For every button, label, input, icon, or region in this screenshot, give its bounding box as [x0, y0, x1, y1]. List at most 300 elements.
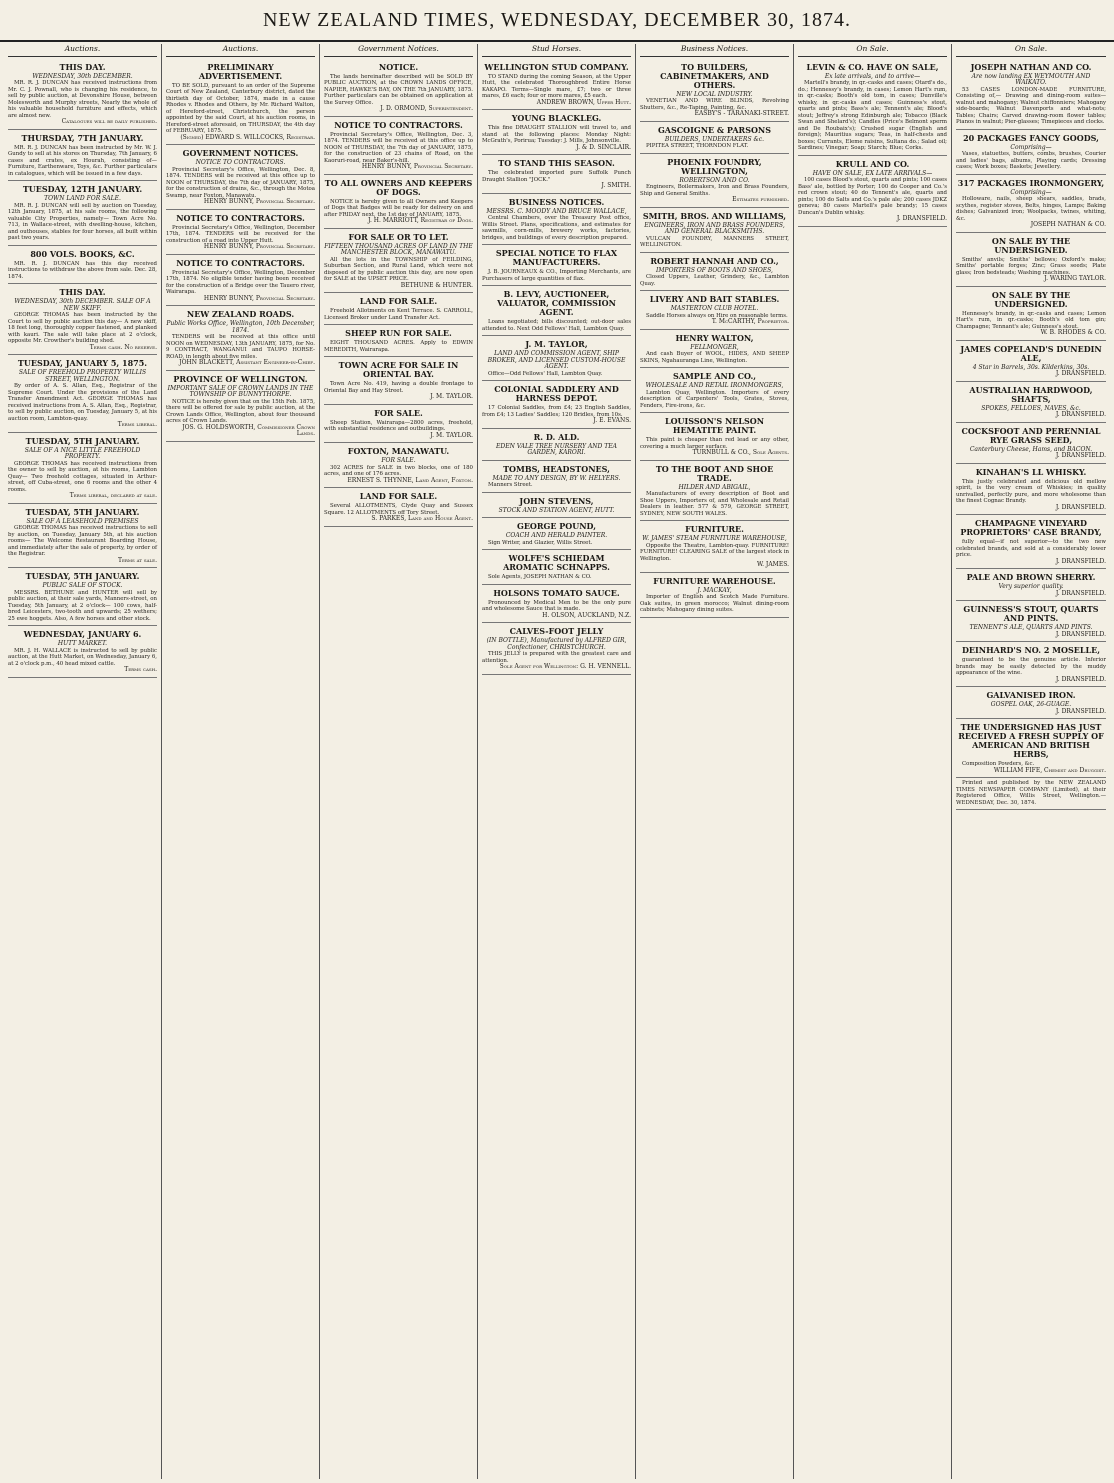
ad-title: LIVERY AND BAIT STABLES.	[649, 294, 780, 304]
ad-signature: BETHUNE & HUNTER.	[400, 281, 473, 289]
ad-body: 100 cases Blood's stout, quarts and pints; 100 cases Bass' ale, bottled by Porter; 100 do Cooper and Co.'s red crown stout; 40 do Tennent's ale, quarts and pints; 100 do Salts and Co.'s pale ale; 200 cases JDKZ geneva; 80 cases Martell's pale brandy; 15 cases Duncan's Dublin whisky.	[798, 177, 947, 216]
ad-body: 53 CASES LONDON-MADE FURNITURE, Consisting of,— Drawing and dining-room suites—walnut and mahogany; Walnut chiffonniers; Mahogany side-boards; Walnut Davenports and what-nots; Tables; Chairs; Carved drawing-room flower tables; Pianos in walnut; Pier-glasses; Timepieces and clocks.	[956, 86, 1106, 125]
ad-body: Provincial Secretary's Office, Wellington, December 17th, 1874. TENDERS will be received for the construction of a road into Upper Hutt.	[166, 224, 315, 244]
ad-body: Hennessy's brandy, in qr.-casks and cases; Lemon Hart's rum, in qr.-casks; Booth's old tom gin; Champagne; Tennant's ale; Guinness's stout.	[956, 310, 1106, 330]
ad-subtitle: MESSRS. C. MOODY AND BRUCE WALLACE,	[486, 207, 627, 215]
ad-title: CALVES-FOOT JELLY	[509, 626, 604, 636]
ad-title: TO BUILDERS, CABINETMAKERS, AND OTHERS.	[660, 61, 769, 90]
ad-body: PIPITEA STREET, THORNDON FLAT.	[646, 143, 749, 149]
ad-title: PHOENIX FOUNDRY, WELLINGTON,	[667, 156, 762, 176]
ad-body: Opposite the Theatre, Lambton-quay. FURNITURE! FURNITURE! CLEARING SALE of the largest stock in Wellington.	[640, 542, 789, 562]
advertisement	[482, 336, 631, 381]
advertisement	[8, 284, 157, 355]
ad-signature: J. E. EVANS.	[593, 417, 631, 424]
ad-title: HENRY WALTON,	[675, 332, 754, 343]
ad-title: TO ALL OWNERS AND KEEPERS OF DOGS.	[324, 177, 473, 197]
ad-body: Loans negotiated; bills discounted; out-door sales attended to. Next Odd Fellows' Hall, Lambton Quay.	[482, 319, 631, 332]
column-heading: On Sale.	[798, 44, 947, 57]
ad-subtitle: MASTERTON CLUB HOTEL.	[670, 305, 759, 312]
ad-body: MR. R. J. DUNCAN has this day received instructions to withdraw the above from sale. Dec. 28, 1874.	[8, 260, 157, 280]
ad-body: This paint is cheaper than red lead or any other, covering a much larger surface.	[640, 437, 789, 450]
advertisement	[166, 210, 315, 255]
ad-body: NOTICE is hereby given that on the 15th Feb. 1875, there will be offered for sale by public auction, at the Crown Lands Office, Wellington, about four thousand acres of Crown Lands.	[166, 398, 315, 424]
ad-body: Smiths' anvils; Smiths' bellows; Oxford's make; Smiths' portable forges; Zinc; Grass seeds; Plate glass; Iron bedsteads; Washing machines.	[956, 256, 1106, 276]
ad-body: MR. R. J. DUNCAN will sell by auction on Tuesday, 12th January, 1875, at his sale rooms, the following valuable City Properties, namely— Town Acre No. 713, in Wallace-street, with dwelling-house, kitchen, and outhouses, stables for four horses, all built within past two years.	[8, 202, 157, 241]
ad-subtitle: SPOKES, FELLOES, NAVES, &c.	[981, 404, 1081, 412]
ad-title: KINAHAN'S LL WHISKY.	[975, 466, 1087, 477]
column-2	[162, 44, 320, 1479]
ad-signature: J. DRANSFIELD.	[1055, 557, 1106, 565]
advertisement	[956, 130, 1106, 175]
advertisement	[640, 253, 789, 292]
advertisement	[956, 382, 1106, 423]
ad-body: Sign Writer, and Glazier, Willis Street.	[488, 539, 593, 546]
column-4	[478, 44, 636, 1479]
ad-title: SAMPLE AND CO.,	[672, 371, 757, 381]
ad-signature: Terms liberal, declared at sale.	[69, 492, 157, 499]
advertisement	[8, 246, 157, 285]
ad-title: SHEEP RUN FOR SALE.	[345, 328, 452, 338]
advertisement	[482, 518, 631, 550]
advertisement	[640, 521, 789, 573]
advertisement	[324, 175, 473, 229]
ad-body: Composition Powders, &c.	[962, 761, 1035, 767]
ad-body: guaranteed to be the genuine article. Inferior brands may be easily detected by the muddy appearance of the wine.	[956, 657, 1106, 676]
advertisement	[640, 208, 789, 253]
ad-title: THIS DAY.	[59, 287, 106, 297]
ad-title: SMITH, BROS. AND WILLIAMS,	[642, 210, 787, 221]
ad-title: DEINHARD'S NO. 2 MOSELLE,	[961, 645, 1101, 655]
advertisement	[956, 423, 1106, 464]
ad-signature: J. DRANSFIELD.	[1055, 452, 1106, 459]
ad-title: NOTICE TO CONTRACTORS.	[176, 212, 305, 223]
ad-subtitle: Comprising—	[1010, 188, 1052, 196]
ad-body: Freehold Allotments on Kent Terrace. S. CARROLL, Licensed Broker under Land Transfer Act.	[324, 308, 473, 321]
ad-body: J. B. JOURNEAUX & CO., Importing Merchants, are Purchasers of large quantities of flax.	[482, 269, 631, 282]
advertisement	[166, 306, 315, 371]
ad-body: Sole Agents, JOSEPH NATHAN & CO.	[488, 574, 592, 580]
advertisement	[324, 357, 473, 405]
ad-title: PROVINCE OF WELLINGTON.	[173, 373, 308, 384]
ad-body: TENDERS will be received at this office until NOON on WEDNESDAY, 13th JANUARY, 1875, for No. 9 CONTRACT, WANGANUI and TAUPO HORSE-ROAD, in length about five miles.	[166, 334, 315, 360]
ad-title: NOTICE TO CONTRACTORS.	[334, 119, 463, 130]
advertisement	[8, 130, 157, 182]
ad-body: Vases, statuettes, butters, combs, brushes, Courier and ladies' bags, albums, Playing cards; Dressing cases; Work boxes; Baskets; Jewellery.	[956, 151, 1106, 170]
ad-signature: TURNBULL & CO., Sole Agents.	[692, 449, 789, 456]
column-heading: Auctions.	[8, 44, 157, 57]
ad-signature: Terms liberal.	[117, 421, 157, 428]
ad-body: GEORGE THOMAS has received instructions to sell by auction, on Tuesday, January 5th, at his auction rooms— The Welcome Restaurant Boarding House, and immediately after the sale of property, by order of the Registrar.	[8, 525, 157, 557]
ad-body: MR. R. J. DUNCAN has received instructions from Mr. C. J. Pownall, who is changing his residence, to sell by public auction, at Devonshire House, between Molesworth and Murphy streets, Nearly the whole of his valuable household furniture and effects, which are almost new.	[8, 80, 157, 119]
ad-subtitle: FOR SALE.	[381, 457, 416, 464]
ad-body: NOTICE is hereby given to all Owners and Keepers of Dogs that Badges will be ready for delivery on and after FRIDAY next, the 1st day of JANUARY, 1875.	[324, 198, 473, 218]
advertisement	[482, 493, 631, 519]
ad-signature: W. B. RHODES & CO.	[1040, 329, 1106, 336]
ad-title: TOWN ACRE FOR SALE IN ORIENTAL BAY.	[338, 360, 459, 379]
advertisement	[956, 287, 1106, 341]
ad-signature: HENRY BUNNY, Provincial Secretary.	[203, 198, 315, 205]
advertisement	[956, 719, 1106, 778]
ad-subtitle: NEW LOCAL INDUSTRY.	[676, 90, 753, 98]
advertisement	[640, 413, 789, 461]
advertisement	[956, 464, 1106, 516]
advertisement	[482, 381, 631, 429]
ad-subtitle: ROBERTSON AND CO.	[679, 176, 750, 184]
ad-title: LAND FOR SALE.	[359, 491, 438, 501]
ad-title: COLONIAL SADDLERY AND HARNESS DEPOT.	[494, 384, 619, 403]
ad-body: Provincial Secretary's Office, Wellington, Dec. 3, 1874. TENDERS will be received at this office up to NOON of THURSDAY, the 7th day of JANUARY, 1875, for the construction of 23 chains of Road, on the Kaoruri-road, near Baker's-hill.	[324, 131, 473, 164]
ad-signature: W. JAMES.	[757, 561, 789, 568]
ad-signature: Terms at sale.	[117, 556, 157, 564]
advertisement	[8, 504, 157, 569]
ad-subtitle: HUTT MARKET.	[57, 640, 108, 647]
ad-title: NOTICE TO CONTRACTORS.	[176, 257, 305, 268]
ad-title: LAND FOR SALE.	[359, 296, 438, 306]
ad-body: THIS JELLY is prepared with the greatest care and attention.	[482, 651, 631, 664]
ad-subtitle: ENGINEERS, IRON AND BRASS FOUNDERS, AND GENERAL BLACKSMITHS.	[644, 221, 785, 235]
ad-body: Lambton Quay, Wellington. Importers of every description of Carpenters' Tools, Grates, Stoves, Fenders, Fire-irons, &c.	[640, 389, 789, 409]
ad-signature: J. DRANSFIELD.	[1055, 589, 1106, 597]
ad-signature: WILLIAM FIFE, Chemist and Druggist.	[993, 766, 1106, 774]
ad-subtitle: SALE OF A LEASEHOLD PREMISES	[26, 517, 139, 525]
ad-signature: J. M. TAYLOR.	[430, 431, 473, 439]
advertisement	[956, 687, 1106, 719]
ad-signature: J. & D. SINCLAIR.	[576, 143, 631, 151]
ad-body: The lands hereinafter described will be SOLD BY PUBLIC AUCTION, at the CROWN LANDS OFFICE, NAPIER, HAWKE'S BAY, ON THE 7th JANUARY, 1875. Further particulars can be obtained on application at the Survey Office.	[324, 73, 473, 106]
ad-body: GEORGE THOMAS has been instructed by the Court to sell by public auction this day— A new skiff, 18 feet long, thoroughly copper fastened, and planked with kauri. The sale will take place at 2 o'clock, opposite Mr. Crowther's building shed.	[8, 312, 157, 344]
column-6	[794, 44, 952, 1479]
ad-title: FOR SALE.	[374, 407, 423, 418]
column-1	[4, 44, 162, 1479]
ad-subtitle: FIFTEEN THOUSAND ACRES OF LAND IN THE MANCHESTER BLOCK, MANAWATU.	[324, 242, 473, 256]
ad-subtitle: HILDER AND ABIGAIL,	[678, 483, 751, 491]
ad-subtitle: BUILDERS, UNDERTAKERS &c.	[664, 135, 765, 143]
ad-subtitle: SALE OF A NICE LITTLE FREEHOLD PROPERTY.	[24, 446, 141, 460]
ad-subtitle: Very superior quality.	[998, 583, 1064, 590]
advertisement	[956, 233, 1106, 287]
ad-signature: J. DRANSFIELD.	[1055, 707, 1106, 715]
ad-title: TUESDAY, 5TH JANUARY.	[25, 571, 140, 581]
advertisement	[956, 569, 1106, 601]
ad-subtitle: 4 Star in Barrels, 30s. Kilderkins, 30s.	[972, 363, 1090, 371]
ad-signature: JOSEPH NATHAN & CO.	[1030, 221, 1106, 228]
ad-title: PALE AND BROWN SHERRY.	[966, 572, 1096, 582]
ad-subtitle: MADE TO ANY DESIGN, BY W. HELYERS.	[492, 474, 621, 482]
ad-title: TOMBS, HEADSTONES,	[503, 463, 610, 474]
ad-signature: J. DRANSFIELD.	[896, 215, 947, 222]
ad-signature: J. DRANSFIELD.	[1055, 503, 1106, 511]
advertisement	[640, 368, 789, 413]
ad-title: ROBERT HANNAH AND CO.,	[650, 255, 779, 266]
ad-subtitle: Comprising—	[1010, 143, 1052, 151]
ad-title: 317 PACKAGES IRONMONGERY,	[957, 177, 1105, 188]
advertisement	[482, 429, 631, 461]
ad-body: 17 Colonial Saddles, from £4; 23 English Saddles, from £4; 13 Ladies' Saddles; 120 Bridles, from 10s.	[482, 405, 631, 418]
ad-signature: J. DRANSFIELD.	[1055, 630, 1106, 638]
advertisement	[798, 59, 947, 156]
ad-subtitle: IMPORTANT SALE OF CROWN LANDS IN THE TOWNSHIP OF BUNNYTHORPE.	[167, 384, 314, 398]
advertisement	[324, 229, 473, 294]
advertisement	[324, 443, 473, 488]
ad-body: MESSRS. BETHUNE and HUNTER will sell by public auction, at their sale yards, Manners-street, on Tuesday, 5th January, at 2 o'clock— 100 cows, half-bred Leicesters, two-tooth and upwards; 25 wethers; 25 ewe hoggets. Also, A few horses and other stock.	[8, 589, 157, 622]
ad-title: GOVERNMENT NOTICES.	[182, 148, 299, 158]
ad-title: R. D. ALD.	[533, 431, 580, 442]
ad-body: MR. R. J. DUNCAN has been instructed by Mr. W. J. Gundy to sell at his stores on Thursday, 7th January, 6 cases and crates, ex Hourah, consisting of— Furniture, Earthenware, Toys, &c. Further particulars in catalogues, which will be issued in a few days.	[8, 144, 157, 177]
ad-body: fully equal—if not superior—to the two new celebrated brands, and sold at a considerably lower price.	[956, 539, 1106, 558]
ad-title: FURNITURE WAREHOUSE.	[653, 575, 776, 586]
ad-title: WELLINGTON STUD COMPANY.	[484, 61, 629, 72]
ad-body: All the lots in the TOWNSHIP of FEILDING, Suburban Section, and Rural Land, which were not disposed of by public auction this day, are now open for SALE at the UPSET PRICE.	[324, 256, 473, 282]
ad-body: Provincial Secretary's Office, Wellington, Dec. 8, 1874. TENDERS will be received at this office up to NOON of THURSDAY, the 7th day of JANUARY, 1875, for the construction of drains, &c., through the Motoa Swamp, near Foxton, Manawatu.	[166, 166, 315, 199]
ad-title: PRELIMINARY ADVERTISEMENT.	[198, 61, 283, 81]
ad-title: KRULL AND CO.	[835, 158, 910, 169]
column-5	[636, 44, 794, 1479]
advertisement	[956, 642, 1106, 687]
ad-signature: Catalogues will be daily published.	[61, 118, 157, 125]
ad-signature: HENRY BUNNY, Provincial Secretary.	[361, 163, 473, 170]
ad-subtitle: EDEN VALE TREE NURSERY AND TEA GARDEN, KARORI.	[496, 442, 617, 456]
ad-signature: ANDREW BROWN, Upper Hutt.	[536, 98, 631, 106]
ad-body: Martell's brandy, in qr.-casks and cases; Otard's do., do.; Hennessy's brandy, in cases; Lemon Hart's rum, in qr.-casks; Booth's old tom, in cases; Dunville's whisky, in qr.-casks and cases; Guinness's stout, quarts and pints; Bass's ale; Tennent's ale; Blood's stout; Jeffrey's strong Edinburgh ale; Tobacco (Black Swan and Shelard's); Candles (Price's Belmont sperm and De Roubaix's); Crushed sugar (English and foreign); Mauritius sugars; Teas, in half-chests and boxes; Currants, Eleme raisins, Sultana do.; Salad oil; Sardines; Vinegar; Soap; Starch; Blue; Corks.	[798, 80, 947, 151]
advertisement	[640, 154, 789, 208]
ad-title: COCKSFOOT AND PERENNIAL RYE GRASS SEED,	[961, 425, 1101, 445]
advertisement	[640, 59, 789, 122]
advertisement	[166, 59, 315, 146]
ad-signature: J. M. TAYLOR.	[430, 393, 473, 400]
advertisement	[324, 325, 473, 357]
ad-body: By order of A. S. Allan, Esq., Registrar of the Supreme Court. Under the provisions of the Land Transfer Amendment Act. GEORGE THOMAS has received instructions from A. S. Allan, Esq., Registrar, to sell by public auction, on Tuesday, January 5, at his auction room, Lambton-quay.	[8, 383, 157, 422]
advertisement	[956, 601, 1106, 642]
ad-title: THIS DAY.	[59, 61, 106, 72]
ad-signature: S. PARKES, Land and House Agent.	[371, 515, 473, 522]
ad-signature: Terms cash.	[124, 666, 157, 673]
ad-signature: J. H. MARRIOTT, Registrar of Dogs.	[368, 217, 473, 224]
ad-signature: J. DRANSFIELD.	[1055, 370, 1106, 377]
ad-signature: J. DRANSFIELD.	[1055, 411, 1106, 418]
ad-body: Saddle Horses always on Hire on reasonable terms.	[646, 312, 788, 319]
advertisement	[324, 117, 473, 175]
ad-body: Importer of English and Scotch Made Furniture. Oak suites, in green morocco; Walnut dining-room cabinets; Mahogany dining suites.	[640, 594, 789, 613]
ad-signature: HENRY BUNNY, Provincial Secretary.	[203, 243, 315, 250]
ad-body: Holloware, nails, sheep shears, saddles, brads, scythes, register stoves, Belts, hinges, Lamps; Baking dishes; Galvanized iron; Woolpacks, twines, whiting, &c.	[956, 196, 1106, 222]
ad-body: TO BE SOLD, pursuant to an order of the Supreme Court of New Zealand, Canterbury district, dated the thirtieth day of October, 1874, made in a cause Rhodes v. Rhodes and Others, by Mr. Richard Walton, of Hereford-street, Christchurch, the person appointed by the said Court, at his auction rooms, in Hereford-street aforesaid, on THURSDAY, the 4th day of FEBRUARY, 1875.	[166, 82, 315, 134]
ad-signature: JOHN BLACKETT, Assistant Engineer-in-Chief.	[179, 359, 315, 366]
ad-title: LEVIN & CO. HAVE ON SALE,	[806, 61, 939, 72]
ad-title: GALVANISED IRON.	[986, 690, 1076, 700]
ad-body: Closed Uppers, Leather, Grindery, &c., Lambton Quay.	[640, 274, 789, 287]
advertisement	[482, 286, 631, 336]
ad-title: YOUNG BLACKLEG.	[511, 113, 602, 123]
column-heading: Stud Horses.	[482, 44, 631, 57]
ad-subtitle: GOSPEL OAK, 26-GUAGE.	[990, 701, 1072, 708]
advertisement	[640, 291, 789, 330]
ad-body: Manufacturers of every description of Boot and Shoe Uppers, Importers of, and Wholesale and Retail Dealers in leather. 577 & 579, GEORGE STREET, SYDNEY, NEW SOUTH WALES.	[640, 491, 789, 517]
advertisement	[8, 355, 157, 433]
ad-title: B. LEVY, AUCTIONEER, VALUATOR, COMMISSION AGENT.	[497, 289, 616, 317]
ad-body: VULCAN FOUNDRY, MANNERS STREET, WELLINGTON.	[640, 235, 789, 248]
ad-title: HOLSONS TOMATO SAUCE.	[493, 587, 620, 598]
ad-signature: J. D. ORMOND, Superintendent.	[380, 105, 473, 112]
ad-subtitle: J. MACKAY,	[697, 586, 732, 594]
ad-title: TO STAND THIS SEASON.	[498, 158, 615, 168]
advertisement	[956, 778, 1106, 810]
ad-title: AUSTRALIAN HARDWOOD, SHAFTS,	[969, 384, 1093, 404]
ad-body: Pronounced by Medical Men to be the only pure and wholesome Sauce that is made.	[482, 599, 631, 612]
ad-signature: J. SMITH.	[601, 182, 631, 189]
ad-subtitle: TENNENT'S ALE, QUARTS AND PINTS.	[969, 624, 1093, 631]
newspaper-columns	[4, 44, 1110, 1479]
advertisement	[640, 122, 789, 154]
ad-signature: H. OLSON, AUCKLAND, N.Z.	[542, 611, 631, 619]
ad-body: Central Chambers, over the Treasury Post office, Willis Street. Plans, specifications, and estimates for sawmills, corn-mills, brewery works, factories, bridges, and buildings of every description prepared.	[482, 215, 631, 241]
ad-subtitle: WHOLESALE AND RETAIL IRONMONGERS,	[645, 382, 784, 389]
ad-title: GUINNESS'S STOUT, QUARTS AND PINTS.	[963, 604, 1099, 623]
ad-title: JOSEPH NATHAN AND CO.	[970, 61, 1092, 72]
ad-signature: EASBY'S - TARANAKI-STREET.	[694, 110, 789, 117]
ad-body: 302 ACRES for SALE in two blocks, one of 180 acres, and one of 176 acres.	[324, 464, 473, 477]
ad-signature: J. WARING TAYLOR.	[1044, 275, 1106, 282]
ad-title: GEORGE POUND,	[517, 521, 596, 531]
ad-title: THE UNDERSIGNED HAS JUST RECEIVED A FRESH SUPPLY OF AMERICAN AND BRITISH HERBS,	[958, 722, 1104, 759]
ad-subtitle: Public Works Office, Wellington, 10th December, 1874.	[166, 320, 315, 334]
ad-title: TUESDAY, 5TH JANUARY.	[25, 435, 140, 446]
ad-subtitle: HAVE ON SALE, EX LATE ARRIVALS—	[812, 169, 933, 177]
ad-body: TO STAND during the coming Season, at the Upper Hutt, the celebrated Thoroughbred Entire Horse KAKAPO. Terms—Single mare, £7; two or three mares, £6 each; four or more mares, £5 each.	[482, 73, 631, 99]
ad-body: And cash Buyer of WOOL, HIDES, AND SHEEP SKINS, Ngahauranga Line, Wellington.	[640, 351, 789, 364]
advertisement	[482, 461, 631, 493]
ad-signature: HENRY BUNNY, Provincial Secretary.	[203, 294, 315, 302]
column-heading: Auctions.	[166, 44, 315, 57]
advertisement	[482, 550, 631, 585]
ad-body: EIGHT THOUSAND ACRES. Apply to EDWIN MEREDITH, Wairarapa.	[324, 340, 473, 353]
advertisement	[324, 405, 473, 444]
ad-body: Several ALLOTMENTS, Clyde Quay and Sussex Square. 12 ALLOTMENTS off Tory Street.	[324, 503, 473, 516]
ad-subtitle: COACH AND HERALD PAINTER.	[505, 532, 608, 539]
ad-body: Manners Street.	[488, 482, 533, 488]
ad-body: This justly celebrated and delicious old mellow spirit, is the very cream of Whiskies; in quality unrivalled, perfectly pure, and more wholesome than the finest Cognac Brandy.	[956, 478, 1106, 504]
ad-body: GEORGE THOMAS has received instructions from the owner to sell by auction, at his rooms, Lambton Quay— Two freehold cottages, situated in Arthur-street, off Cuba-street, one 6 rooms and the other 4 rooms.	[8, 460, 157, 493]
masthead-title: NEW ZEALAND TIMES, WEDNESDAY, DECEMBER 30, 1874.	[0, 0, 1114, 42]
ad-subtitle: W. JAMES' STEAM FURNITURE WAREHOUSE,	[642, 535, 787, 542]
advertisement	[8, 181, 157, 246]
ad-body: Provincial Secretary's Office, Wellington, December 17th, 1874. No eligible tender having been received for the construction of a Bridge over the Tauero river, Wairarapa.	[166, 269, 315, 295]
ad-signature: JOS. G. HOLDSWORTH, Commissioner Crown Lands.	[182, 423, 315, 437]
advertisement	[640, 461, 789, 522]
ad-title: WOLFE'S SCHIEDAM AROMATIC SCHNAPPS.	[503, 553, 610, 572]
advertisement	[166, 371, 315, 442]
ad-signature: (Signed) EDWARD S. WILLCOCKS, Registrar.	[180, 133, 315, 141]
ad-body: Printed and published by the NEW ZEALAND TIMES NEWSPAPER COMPANY (Limited), at their Registered Office, Willis Street, Wellington.—WEDNESDAY, Dec. 30, 1874.	[956, 780, 1106, 806]
advertisement	[956, 59, 1106, 130]
advertisement	[640, 330, 789, 369]
advertisement	[482, 245, 631, 286]
ad-subtitle: LAND AND COMMISSION AGENT, SHIP BROKER, AND LICENSED CUSTOM-HOUSE AGENT.	[487, 350, 626, 370]
column-heading: Business Notices.	[640, 44, 789, 57]
ad-title: 20 PACKAGES FANCY GOODS,	[963, 132, 1099, 143]
advertisement	[8, 626, 157, 678]
ad-title: SPECIAL NOTICE TO FLAX MANUFACTURERS.	[495, 248, 618, 267]
ad-title: TUESDAY, 12TH JANUARY.	[22, 184, 143, 194]
ad-subtitle: (IN BOTTLE), Manufactured by ALFRED GIR, Confectioner, CHRISTCHURCH.	[486, 637, 627, 651]
ad-title: ON SALE BY THE UNDERSIGNED.	[991, 235, 1071, 255]
ad-signature: J. DRANSFIELD.	[1055, 675, 1106, 683]
advertisement	[482, 585, 631, 624]
advertisement	[640, 573, 789, 618]
ad-body: Engineers, Boilermakers, Iron and Brass Founders, Ship and General Smiths.	[640, 184, 789, 197]
column-heading: On Sale.	[956, 44, 1106, 57]
ad-signature: T. McCARTHY, Proprietor.	[711, 318, 789, 325]
ad-title: 800 VOLS. BOOKS, &C.	[30, 248, 135, 259]
ad-signature: Terms cash. No reserve.	[89, 343, 157, 351]
ad-title: WEDNESDAY, JANUARY 6.	[23, 629, 142, 639]
advertisement	[956, 515, 1106, 569]
ad-signature: Estimates furnished.	[732, 196, 789, 203]
ad-title: BUSINESS NOTICES.	[508, 196, 605, 207]
ad-body: VENETIAN AND WIRE BLINDS, Revolving Shutters, &c., Re-Taping, Painting, &c.	[640, 98, 789, 111]
ad-body: MR. J. H. WALLACE is instructed to sell by public auction, at the Hutt Market, on Wednesday, January 6, at 2 o'clock p.m., 40 head mixed cattle.	[8, 647, 157, 667]
ad-title: GASCOIGNE & PARSONS	[657, 124, 772, 135]
ad-subtitle: TOWN LAND FOR SALE.	[44, 195, 121, 202]
ad-title: NOTICE.	[378, 61, 419, 72]
ad-title: CHAMPAGNE VINEYARD PROPRIETORS' CASE BRANDY,	[960, 518, 1102, 537]
advertisement	[324, 293, 473, 325]
advertisement	[8, 568, 157, 626]
ad-title: ON SALE BY THE UNDERSIGNED.	[991, 289, 1071, 309]
advertisement	[166, 145, 315, 210]
ad-body: Town Acre No. 419, having a double frontage to Oriental Bay and Hay Street.	[324, 381, 473, 394]
ad-title: TUESDAY, JANUARY 5, 1875.	[17, 358, 148, 368]
ad-body: The celebrated imported pure Suffolk Punch Draught Stallion "JOCK."	[482, 170, 631, 183]
ad-subtitle: SALE OF FREEHOLD PROPERTY WILLIS STREET, WELLINGTON.	[18, 369, 147, 383]
advertisement	[798, 156, 947, 227]
ad-title: FURNITURE.	[685, 524, 744, 534]
ad-title: J. M. TAYLOR,	[525, 339, 588, 349]
ad-subtitle: Canterbury Cheese, Hams, and BACON.	[969, 445, 1093, 453]
column-3	[320, 44, 478, 1479]
ad-title: TUESDAY, 5TH JANUARY.	[25, 506, 140, 517]
ad-subtitle: Are now landing EX WEYMOUTH AND WAIKATO.	[971, 72, 1091, 86]
advertisement	[482, 194, 631, 246]
advertisement	[482, 155, 631, 194]
ad-signature: ERNEST S. THYNNE, Land Agent, Foxton.	[347, 476, 473, 484]
advertisement	[8, 433, 157, 504]
ad-title: TO THE BOOT AND SHOE TRADE.	[655, 463, 774, 483]
ad-title: FOR SALE OR TO LET.	[348, 231, 449, 242]
advertisement	[956, 175, 1106, 233]
ad-body: This fine DRAUGHT STALLION will travel to, and stand at the following places: Monday Night: McGrath's, Porirua; Tuesday: J. Mills, Johnsonville.	[482, 125, 631, 144]
ad-subtitle: WEDNESDAY, 30th DECEMBER.	[32, 72, 133, 80]
ad-subtitle: NOTICE TO CONTRACTORS.	[195, 159, 286, 166]
ad-title: JOHN STEVENS,	[519, 495, 594, 506]
column-7	[952, 44, 1110, 1479]
column-heading: Government Notices.	[324, 44, 473, 57]
advertisement	[482, 59, 631, 111]
ad-subtitle: STOCK AND STATION AGENT, HUTT.	[498, 506, 615, 514]
advertisement	[324, 59, 473, 117]
advertisement	[956, 341, 1106, 382]
advertisement	[324, 488, 473, 527]
ad-body: Sheep Station, Wairarapa—2800 acres, freehold, with substantial residence and outbuildings.	[324, 419, 473, 432]
advertisement	[482, 110, 631, 155]
ad-subtitle: Ex late arrivals, and to arrive—	[824, 72, 921, 80]
ad-subtitle: FELLMONGER,	[690, 343, 739, 351]
ad-subtitle: IMPORTERS OF BOOTS AND SHOES,	[656, 266, 773, 274]
ad-title: THURSDAY, 7TH JANUARY.	[21, 132, 144, 143]
ad-subtitle: PUBLIC SALE OF STOCK.	[42, 582, 123, 589]
advertisement	[166, 255, 315, 307]
ad-title: LOUISSON'S NELSON HEMATITE PAINT.	[664, 416, 765, 435]
ad-body: Office—Odd Fellows' Hall, Lambton Quay.	[488, 370, 603, 377]
